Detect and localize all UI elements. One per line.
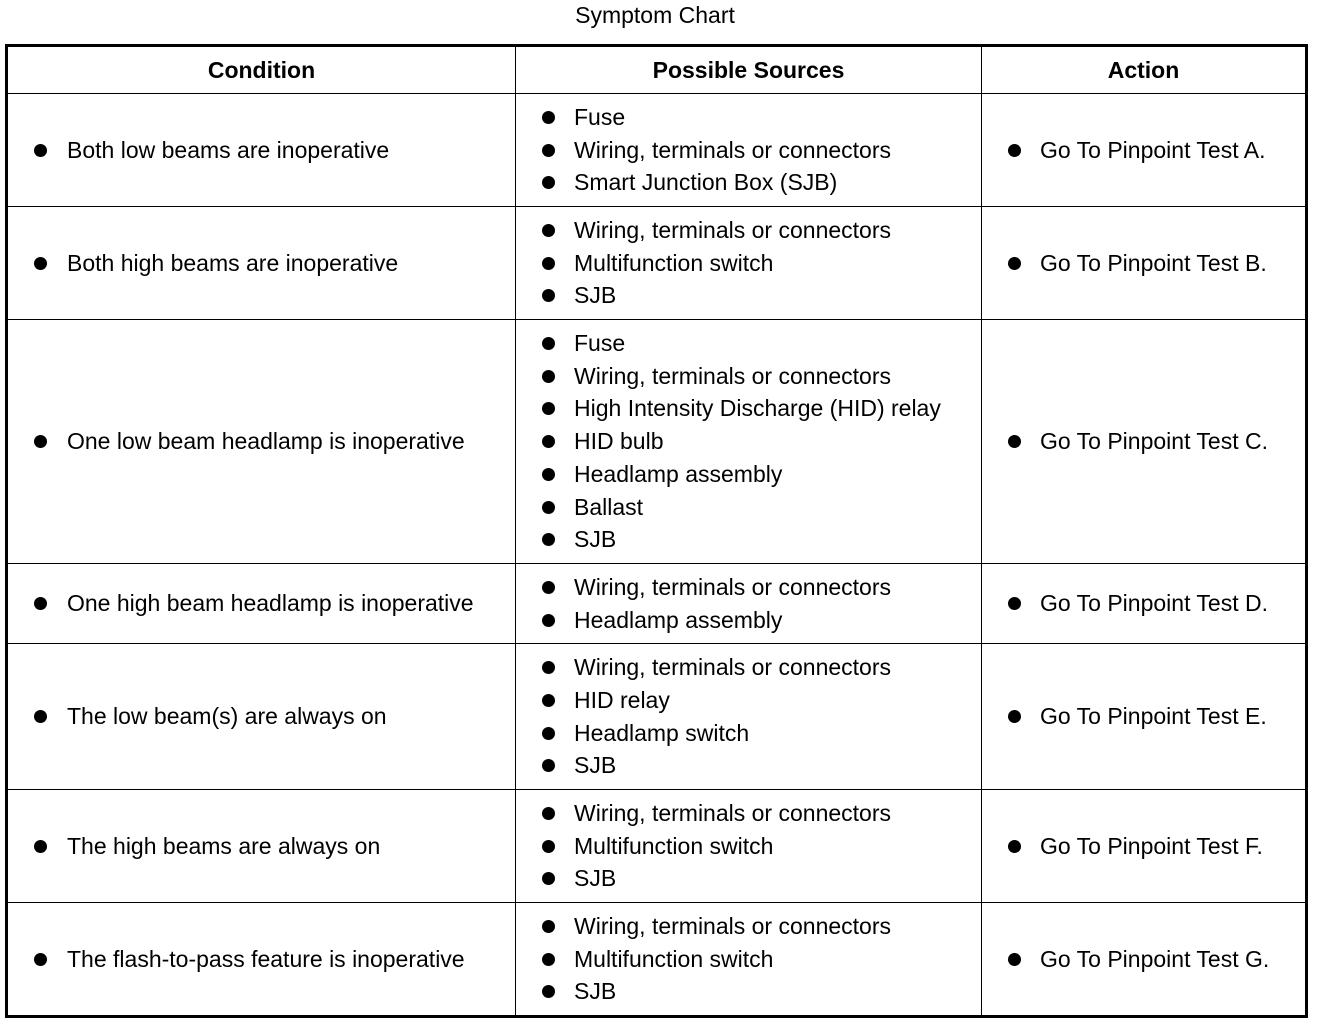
sources-cell <box>516 320 982 564</box>
list-item <box>516 247 981 280</box>
sources-cell <box>516 790 982 903</box>
list-item <box>982 943 1305 976</box>
bullet-icon <box>542 176 555 189</box>
source-text: Wiring, terminals or connectors <box>574 799 891 826</box>
condition-cell <box>7 94 516 207</box>
table-header-row <box>7 46 1307 94</box>
bullet-icon <box>1008 710 1021 723</box>
source-text: Headlamp assembly <box>574 606 783 633</box>
source-text: SJB <box>574 978 617 1005</box>
list-item <box>516 523 981 556</box>
sources-cell <box>516 644 982 790</box>
list-item <box>516 166 981 199</box>
bullet-icon <box>542 920 555 933</box>
list-item <box>516 360 981 393</box>
bullet-icon <box>542 435 555 448</box>
source-text: Wiring, terminals or connectors <box>574 362 891 389</box>
source-text: Wiring, terminals or connectors <box>574 136 891 163</box>
header-possible-sources: Possible Sources <box>516 46 982 94</box>
list-item <box>516 392 981 425</box>
list-item <box>516 749 981 782</box>
table-row <box>7 790 1307 903</box>
condition-cell <box>7 903 516 1017</box>
bullet-icon <box>34 144 47 157</box>
list-item <box>516 684 981 717</box>
list-item <box>982 830 1305 863</box>
bullet-icon <box>542 727 555 740</box>
bullet-icon <box>1008 953 1021 966</box>
bullet-icon <box>542 144 555 157</box>
list-item <box>982 587 1305 620</box>
condition-cell <box>7 644 516 790</box>
source-text: SJB <box>574 282 617 309</box>
source-text: Headlamp switch <box>574 719 750 746</box>
action-cell <box>982 564 1307 644</box>
source-text: SJB <box>574 865 617 892</box>
bullet-icon <box>1008 257 1021 270</box>
bullet-icon <box>542 289 555 302</box>
list-item <box>516 975 981 1008</box>
table-row <box>7 207 1307 320</box>
bullet-icon <box>542 257 555 270</box>
condition-text: One low beam headlamp is inoperative <box>67 428 465 455</box>
source-text: Headlamp assembly <box>574 460 783 487</box>
bullet-icon <box>1008 144 1021 157</box>
source-text: Fuse <box>574 330 626 357</box>
list-item <box>982 247 1305 280</box>
header-condition: Condition <box>7 46 516 94</box>
condition-cell <box>7 207 516 320</box>
bullet-icon <box>542 694 555 707</box>
sources-cell <box>516 564 982 644</box>
list-item <box>516 797 981 830</box>
list-item <box>516 717 981 750</box>
list-item <box>516 943 981 976</box>
bullet-icon <box>34 953 47 966</box>
sources-cell <box>516 94 982 207</box>
list-item <box>516 458 981 491</box>
action-cell <box>982 790 1307 903</box>
condition-cell <box>7 790 516 903</box>
bullet-icon <box>542 111 555 124</box>
action-cell <box>982 94 1307 207</box>
list-item <box>8 425 515 458</box>
sources-cell <box>516 903 982 1017</box>
source-text: High Intensity Discharge (HID) relay <box>574 395 941 422</box>
list-item <box>516 101 981 134</box>
bullet-icon <box>542 468 555 481</box>
bullet-icon <box>542 953 555 966</box>
action-text: Go To Pinpoint Test F. <box>1040 832 1263 859</box>
condition-text: Both high beams are inoperative <box>67 249 399 276</box>
list-item <box>8 830 515 863</box>
bullet-icon <box>542 661 555 674</box>
header-action: Action <box>982 46 1307 94</box>
source-text: Wiring, terminals or connectors <box>574 654 891 681</box>
source-text: HID relay <box>574 686 670 713</box>
list-item <box>8 134 515 167</box>
bullet-icon <box>34 710 47 723</box>
symptom-chart-table <box>5 44 1308 1018</box>
bullet-icon <box>542 581 555 594</box>
bullet-icon <box>34 257 47 270</box>
table-row <box>7 94 1307 207</box>
table-row <box>7 903 1307 1017</box>
source-text: Multifunction switch <box>574 832 774 859</box>
source-text: Ballast <box>574 493 644 520</box>
list-item <box>516 134 981 167</box>
condition-cell <box>7 564 516 644</box>
action-cell <box>982 320 1307 564</box>
source-text: SJB <box>574 752 617 779</box>
bullet-icon <box>1008 840 1021 853</box>
source-text: Multifunction switch <box>574 945 774 972</box>
bullet-icon <box>542 402 555 415</box>
condition-text: The low beam(s) are always on <box>67 703 387 730</box>
bullet-icon <box>34 597 47 610</box>
action-text: Go To Pinpoint Test D. <box>1040 590 1269 617</box>
list-item <box>516 571 981 604</box>
list-item <box>516 862 981 895</box>
list-item <box>8 587 515 620</box>
action-text: Go To Pinpoint Test B. <box>1040 249 1267 276</box>
source-text: Wiring, terminals or connectors <box>574 216 891 243</box>
bullet-icon <box>542 533 555 546</box>
action-cell <box>982 644 1307 790</box>
bullet-icon <box>542 224 555 237</box>
page-title: Symptom Chart <box>575 2 735 28</box>
list-item <box>516 604 981 637</box>
bullet-icon <box>542 985 555 998</box>
bullet-icon <box>542 337 555 350</box>
source-text: SJB <box>574 526 617 553</box>
action-cell <box>982 207 1307 320</box>
condition-text: One high beam headlamp is inoperative <box>67 590 474 617</box>
source-text: Fuse <box>574 103 626 130</box>
source-text: Multifunction switch <box>574 249 774 276</box>
table-row <box>7 320 1307 564</box>
list-item <box>516 327 981 360</box>
source-text: Wiring, terminals or connectors <box>574 912 891 939</box>
action-text: Go To Pinpoint Test E. <box>1040 703 1267 730</box>
table-row <box>7 644 1307 790</box>
list-item <box>516 830 981 863</box>
action-text: Go To Pinpoint Test G. <box>1040 945 1270 972</box>
bullet-icon <box>542 872 555 885</box>
list-item <box>982 134 1305 167</box>
list-item <box>516 279 981 312</box>
bullet-icon <box>542 759 555 772</box>
source-text: Wiring, terminals or connectors <box>574 573 891 600</box>
bullet-icon <box>1008 435 1021 448</box>
list-item <box>982 425 1305 458</box>
bullet-icon <box>542 807 555 820</box>
list-item <box>982 700 1305 733</box>
list-item <box>516 214 981 247</box>
table-row <box>7 564 1307 644</box>
condition-text: The high beams are always on <box>67 832 381 859</box>
condition-cell <box>7 320 516 564</box>
action-text: Go To Pinpoint Test C. <box>1040 428 1269 455</box>
bullet-icon <box>34 840 47 853</box>
bullet-icon <box>542 614 555 627</box>
condition-text: Both low beams are inoperative <box>67 136 390 163</box>
list-item <box>516 910 981 943</box>
bullet-icon <box>542 370 555 383</box>
source-text: Smart Junction Box (SJB) <box>574 169 838 196</box>
list-item <box>516 491 981 524</box>
bullet-icon <box>34 435 47 448</box>
list-item <box>516 425 981 458</box>
list-item <box>516 651 981 684</box>
action-cell <box>982 903 1307 1017</box>
source-text: HID bulb <box>574 428 664 455</box>
bullet-icon <box>542 501 555 514</box>
bullet-icon <box>1008 597 1021 610</box>
list-item <box>8 943 515 976</box>
sources-cell <box>516 207 982 320</box>
condition-text: The flash-to-pass feature is inoperative <box>67 945 465 972</box>
action-text: Go To Pinpoint Test A. <box>1040 136 1266 163</box>
list-item <box>8 247 515 280</box>
list-item <box>8 700 515 733</box>
bullet-icon <box>542 840 555 853</box>
